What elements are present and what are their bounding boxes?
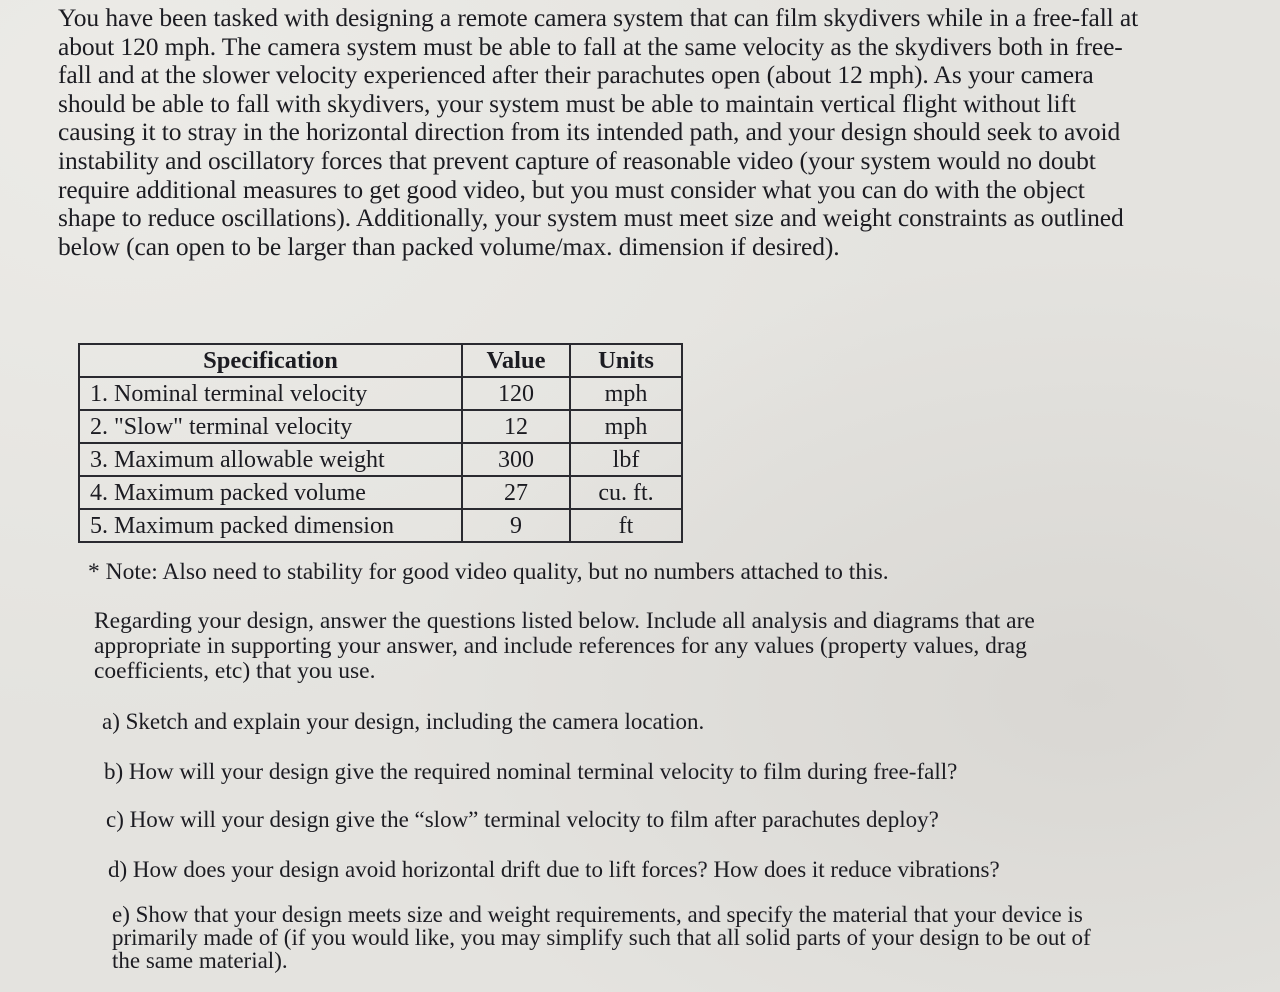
row-value: 27 (462, 476, 570, 509)
spec-table (78, 343, 683, 543)
row-spec: 3. Maximum allowable weight (79, 443, 462, 476)
row-units: mph (570, 410, 682, 443)
table-row (79, 509, 682, 542)
row-spec: 1. Nominal terminal velocity (79, 377, 462, 410)
row-spec: 4. Maximum packed volume (79, 476, 462, 509)
table-header-row (79, 344, 682, 377)
question-e: e) Show that your design meets size and weight requirements, and specify the material that your device is primarily made of (if you would like, you may simplify such that all solid parts of your design to be out of the same material). (112, 902, 1091, 973)
row-units: lbf (570, 443, 682, 476)
instructions-paragraph: Regarding your design, answer the questions listed below. Include all analysis and diagrams that are appropriate in supporting your answer, and include references for any values (property values, drag coefficients, etc) that you use. (94, 608, 1035, 684)
question-b: b) How will your design give the required nominal terminal velocity to film during free-fall? (104, 759, 958, 784)
header-units: Units (570, 344, 682, 377)
row-units: ft (570, 509, 682, 542)
table-row (79, 476, 682, 509)
row-value: 300 (462, 443, 570, 476)
row-value: 120 (462, 377, 570, 410)
table-note: * Note: Also need to stability for good video quality, but no numbers attached to this. (88, 559, 889, 585)
intro-paragraph: You have been tasked with designing a remote camera system that can film skydivers while in a free-fall at about 120 mph. The camera system must be able to fall at the same velocity as the skydivers both in free-fall and at the slower velocity experienced after their parachutes open (about 12 mph). As your camera should be able to fall with skydivers, your system must be able to maintain vertical flight without lift causing it to stray in the horizontal direction from its intended path, and your design should seek to avoid instability and oscillatory forces that prevent capture of reasonable video (your system would no doubt require additional measures to get good video, but you must consider what you can do with the object shape to reduce oscillations). Additionally, your system must meet size and weight constraints as outlined below (can open to be larger than packed volume/max. dimension if desired). (58, 3, 1139, 261)
table-row (79, 377, 682, 410)
question-c: c) How will your design give the “slow” terminal velocity to film after parachutes deploy? (106, 807, 939, 832)
question-a: a) Sketch and explain your design, including the camera location. (102, 709, 705, 734)
header-value: Value (462, 344, 570, 377)
row-spec: 2. "Slow" terminal velocity (79, 410, 462, 443)
header-specification: Specification (79, 344, 462, 377)
row-value: 9 (462, 509, 570, 542)
row-units: mph (570, 377, 682, 410)
row-spec: 5. Maximum packed dimension (79, 509, 462, 542)
table-row (79, 410, 682, 443)
row-units: cu. ft. (570, 476, 682, 509)
question-d: d) How does your design avoid horizontal drift due to lift forces? How does it reduce vibrations? (108, 857, 1000, 882)
table-row (79, 443, 682, 476)
row-value: 12 (462, 410, 570, 443)
